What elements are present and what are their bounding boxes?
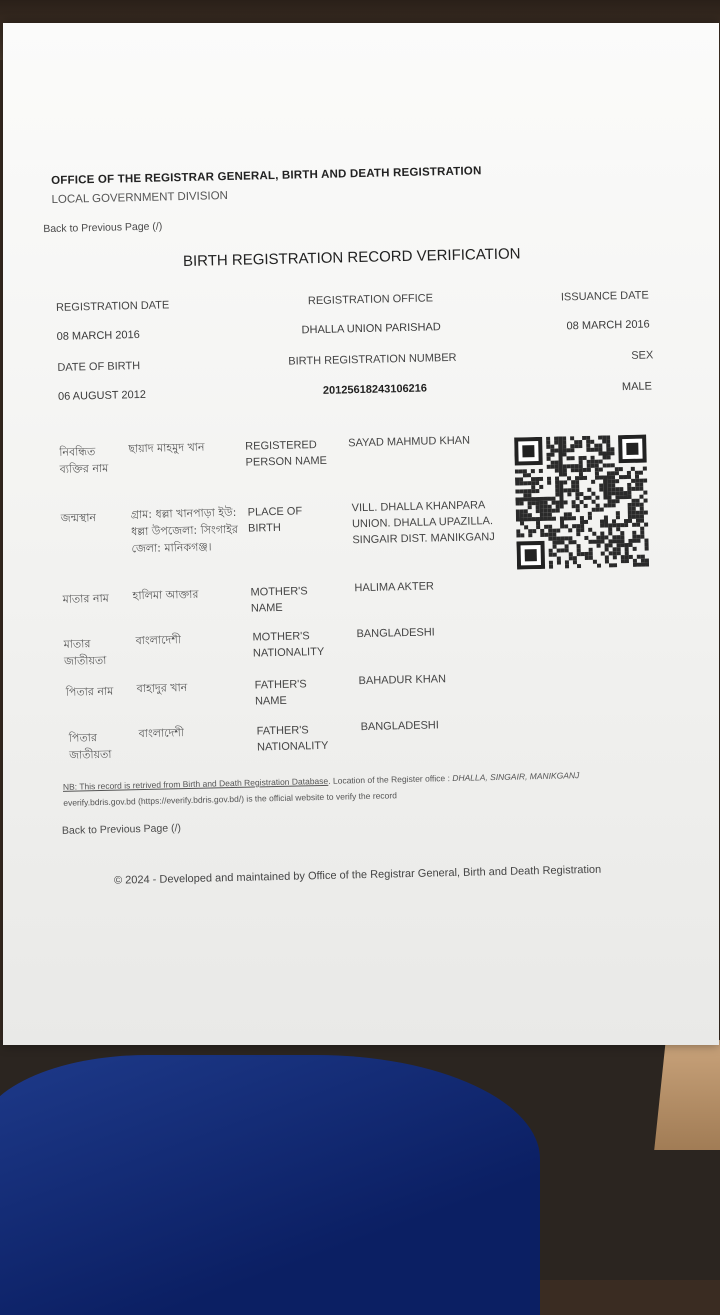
en-value-father-nationality: BANGLADESHI <box>360 719 439 734</box>
issuance-date-label: ISSUANCE DATE <box>560 289 649 304</box>
bn-value-place-of-birth: গ্রাম: ধল্লা খানপাড়া ইউ: ধল্লা উপজেলা: সিংগাইর জেলা: মানিকগঞ্জ। <box>130 505 239 556</box>
bn-label-father-nationality: পিতার জাতীয়তা <box>68 731 112 762</box>
nb-note-link[interactable]: NB: This record is retrived from Birth and Death Registration Database <box>62 775 329 792</box>
bn-label-place-of-birth: জন্মস্থান <box>60 511 97 525</box>
bn-label-father-name: পিতার নাম <box>65 684 114 699</box>
nb-note <box>63 770 580 792</box>
issuance-date-value: 08 MARCH 2016 <box>566 318 650 333</box>
dob-label: DATE OF BIRTH <box>57 360 141 374</box>
back-link-bottom[interactable]: Back to Previous Page (/) <box>61 822 182 837</box>
sex-value: MALE <box>621 380 653 394</box>
brn-label: BIRTH REGISTRATION NUMBER <box>288 351 457 368</box>
division-heading: LOCAL GOVERNMENT DIVISION <box>51 189 229 206</box>
brn-value: 20125618243106216 <box>322 382 428 397</box>
verify-note: everify.bdris.gov.bd (https://everify.bdris.gov.bd/) is the official website to verify the record <box>63 790 398 808</box>
blue-cloth <box>0 1055 540 1315</box>
sex-label: SEX <box>631 349 654 362</box>
bn-label-mother-nationality: মাতার জাতীয়তা <box>63 637 107 668</box>
bn-value-father-name: বাহাদুর খান <box>136 681 188 696</box>
en-label-mother-nationality: MOTHER'S NATIONALITY <box>252 630 325 660</box>
nb-location-label: . Location of the Register office : <box>328 773 451 786</box>
registration-office-value: DHALLA UNION PARISHAD <box>301 321 441 337</box>
office-heading: OFFICE OF THE REGISTRAR GENERAL, BIRTH AND DEATH REGISTRATION <box>51 165 482 187</box>
bn-value-registered-name: ছায়াদ মাহমুদ খান <box>128 440 205 456</box>
bn-label-mother-name: মাতার নাম <box>62 591 109 606</box>
bn-value-mother-nationality: বাংলাদেশী <box>135 633 182 648</box>
dob-value: 06 AUGUST 2012 <box>57 388 147 403</box>
page-title: BIRTH REGISTRATION RECORD VERIFICATION <box>182 245 521 271</box>
en-value-registered-name: SAYAD MAHMUD KHAN <box>348 434 471 450</box>
qr-code-icon <box>514 435 651 570</box>
footer-copyright: © 2024 - Developed and maintained by Office of the Registrar General, Birth and Death Registration <box>113 863 602 887</box>
en-value-mother-name: HALIMA AKTER <box>354 580 435 595</box>
back-link-top[interactable]: Back to Previous Page (/) <box>43 220 163 236</box>
registration-office-label: REGISTRATION OFFICE <box>307 292 434 308</box>
document-sheet <box>3 23 719 1045</box>
en-label-mother-name: MOTHER'S NAME <box>250 585 308 615</box>
en-value-mother-nationality: BANGLADESHI <box>356 626 435 641</box>
cardboard-box <box>654 1040 720 1150</box>
en-label-place-of-birth: PLACE OF BIRTH <box>247 505 303 535</box>
bn-value-mother-name: হালিমা আক্তার <box>132 587 199 603</box>
en-label-father-name: FATHER'S NAME <box>254 678 307 708</box>
registration-date-label: REGISTRATION DATE <box>55 299 170 314</box>
nb-location-value: DHALLA, SINGAIR, MANIKGANJ <box>452 770 580 784</box>
en-label-father-nationality: FATHER'S NATIONALITY <box>256 724 329 754</box>
bn-label-registered-name: নিবন্ধিত ব্যক্তির নাম <box>59 445 109 476</box>
en-label-registered-name: REGISTERED PERSON NAME <box>245 439 328 469</box>
en-value-father-name: BAHADUR KHAN <box>358 673 447 688</box>
registration-date-value: 08 MARCH 2016 <box>56 329 140 343</box>
bn-value-father-nationality: বাংলাদেশী <box>138 726 185 741</box>
en-value-place-of-birth: VILL. DHALLA KHANPARA UNION. DHALLA UPAZILLA. SINGAIR DIST. MANIKGANJ <box>351 499 495 547</box>
